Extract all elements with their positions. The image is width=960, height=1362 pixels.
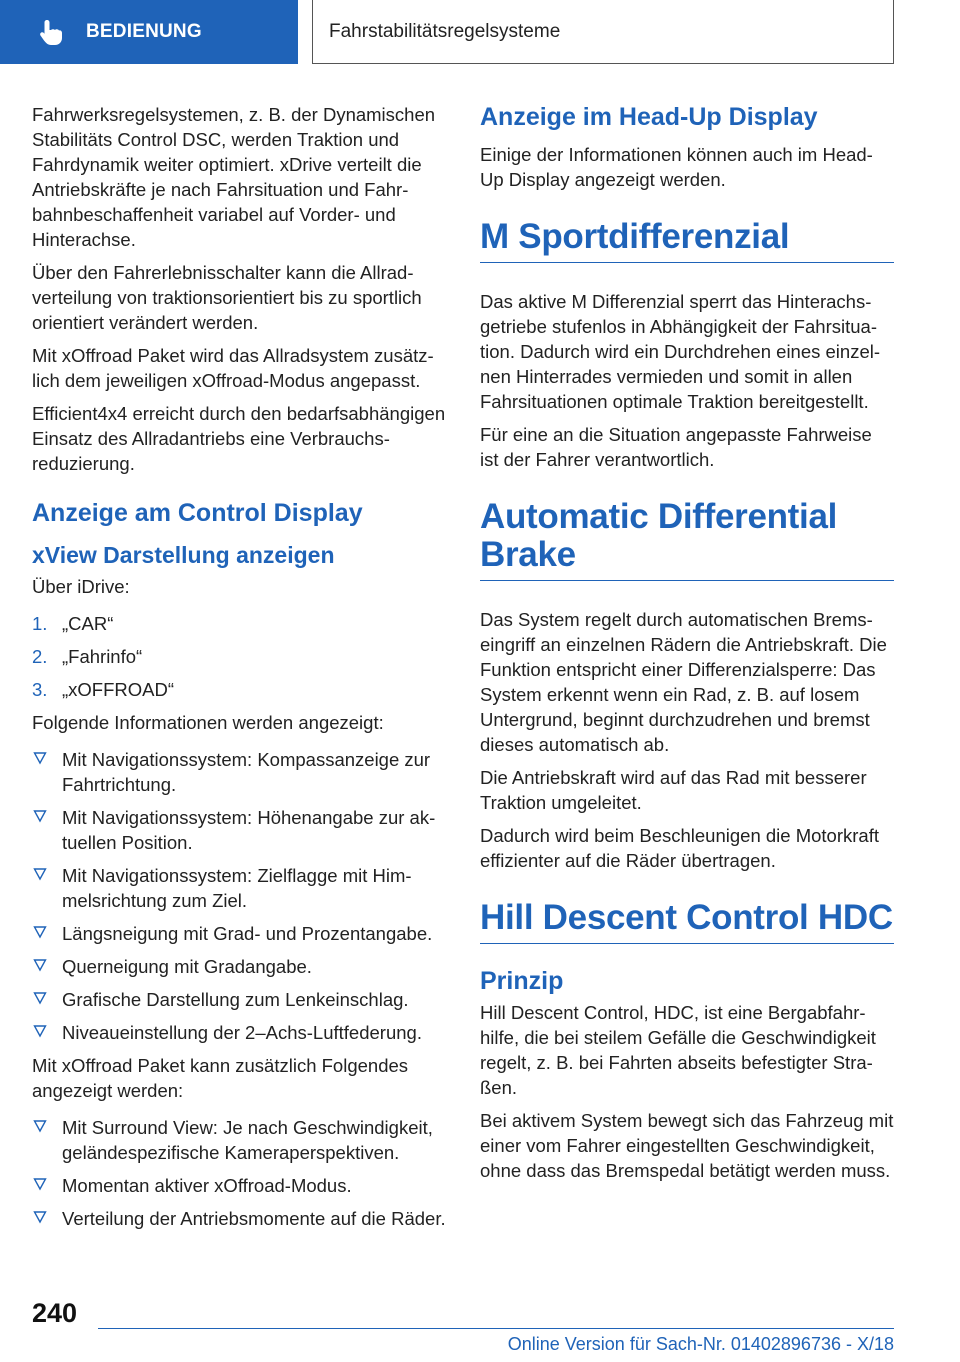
- heading-prinzip: Prinzip: [480, 967, 564, 995]
- page-number: 240: [32, 1298, 78, 1328]
- triangle-bullet-icon: [33, 991, 47, 1005]
- triangle-bullet-icon: [33, 1177, 47, 1191]
- paragraph: Folgende Informationen werden angezeigt:: [32, 712, 384, 733]
- left-column: [32, 102, 446, 1239]
- heading-head-up-display: Anzeige im Head-Up Display: [480, 103, 818, 131]
- bullet-text: Momentan aktiver xOffroad-Modus.: [62, 1175, 352, 1196]
- triangle-bullet-icon: [33, 1024, 47, 1038]
- bullet-text: Grafische Darstellung zum Lenkeinschlag.: [62, 989, 409, 1010]
- footer-divider: [98, 1328, 894, 1329]
- bullet-text: Mit Surround View: Je nach Geschwindigkeit, geländespezifische Kameraperspektiven.: [62, 1117, 433, 1163]
- heading-control-display: Anzeige am Control Display: [32, 499, 363, 527]
- list-item: [32, 921, 446, 946]
- chapter-title: Fahrstabilitätsregelsysteme: [312, 0, 894, 64]
- paragraph: Einige der Informationen können auch im Head-Up Display angezeigt werden.: [480, 144, 873, 190]
- list-item: [32, 987, 446, 1012]
- pointing-hand-icon: [36, 17, 66, 47]
- paragraph: Hill Descent Control, HDC, ist eine Bergabfahrhilfe, die bei steilem Gefälle die Geschwindigkeit regelt, z. B. bei Fahrten abseits befestigter Straßen.: [480, 1002, 876, 1098]
- bullet-text: Verteilung der Antriebsmomente auf die Räder.: [62, 1208, 446, 1229]
- step-text: „CAR“: [62, 613, 114, 634]
- triangle-bullet-icon: [33, 958, 47, 972]
- list-item: [32, 863, 446, 913]
- list-item: [32, 1173, 446, 1198]
- right-column: [480, 102, 894, 1191]
- heading-m-sportdifferenzial: M Sportdifferenzial: [480, 218, 894, 263]
- list-item: [32, 677, 446, 702]
- heading-hill-descent-control: Hill Descent Control HDC: [480, 899, 894, 944]
- paragraph: Efficient4x4 erreicht durch den bedarfsabhängigen Einsatz des Allradantriebs eine Verbrauchsreduzierung.: [32, 403, 446, 474]
- triangle-bullet-icon: [33, 867, 47, 881]
- list-item: [32, 1206, 446, 1231]
- list-item: [32, 644, 446, 669]
- triangle-bullet-icon: [33, 751, 47, 765]
- paragraph: Das System regelt durch automatischen Bremseingriff an einzelnen Rädern die Antriebskraft. Die Funktion entspricht einer Differenzialsperre: Das System erkennt wenn ein Rad, z. B. auf losem Untergrund, beginnt durchzudrehen und bremst dieses automatisch ab.: [480, 609, 887, 755]
- step-list: [32, 611, 446, 702]
- section-label: BEDIENUNG: [86, 21, 202, 42]
- paragraph: Für eine an die Situation angepasste Fahrweise ist der Fahrer verantwortlich.: [480, 424, 872, 470]
- bullet-text: Querneigung mit Gradangabe.: [62, 956, 312, 977]
- bullet-text: Längsneigung mit Grad- und Prozentangabe.: [62, 923, 433, 944]
- list-item: [32, 1020, 446, 1045]
- step-number: 3.: [32, 679, 48, 700]
- step-text: „Fahrinfo“: [62, 646, 143, 667]
- section-tab[interactable]: [0, 0, 298, 64]
- step-number: 2.: [32, 646, 48, 667]
- bullet-text: Niveaueinstellung der 2–Achs-Luftfederung.: [62, 1022, 422, 1043]
- paragraph: Mit xOffroad Paket kann zusätzlich Folgendes angezeigt werden:: [32, 1055, 409, 1101]
- heading-xview: xView Darstellung anzeigen: [32, 542, 335, 568]
- paragraph: Die Antriebskraft wird auf das Rad mit besserer Traktion umgeleitet.: [480, 767, 867, 813]
- list-item: [32, 611, 446, 636]
- footer-version-text: Online Version für Sach-Nr. 01402896736 - X/18: [507, 1334, 894, 1354]
- heading-automatic-differential-brake: Automatic Differential Brake: [480, 498, 894, 581]
- triangle-bullet-icon: [33, 925, 47, 939]
- bullet-list: [32, 747, 446, 1045]
- paragraph: Dadurch wird beim Beschleunigen die Motorkraft effizienter auf die Räder übertragen.: [480, 825, 879, 871]
- paragraph: Mit xOffroad Paket wird das Allradsystem zusätzlich dem jeweiligen xOffroad-Modus angepasst.: [32, 345, 434, 391]
- step-text: „xOFFROAD“: [62, 679, 175, 700]
- paragraph: Fahrwerksregelsystemen, z. B. der Dynamischen Stabilitäts Control DSC, werden Traktion und Fahrdynamik weiter optimiert. xDrive verteilt die Antriebskräfte je nach Fahrsituation und Fahrbahnbeschaffenheit variabel auf Vorder- und Hinterachse.: [32, 104, 436, 250]
- bullet-list: [32, 1115, 446, 1231]
- list-item: [32, 1115, 446, 1165]
- step-number: 1.: [32, 613, 48, 634]
- list-item: [32, 954, 446, 979]
- paragraph: Das aktive M Differenzial sperrt das Hinterachsgetriebe stufenlos in Abhängigkeit der Fahrsituation. Dadurch wird ein Durchdrehen eines einzelnen Hinterrades vermieden und somit in allen Fahrsituationen optimale Traktion bereitgestellt.: [480, 291, 881, 412]
- bullet-text: Mit Navigationssystem: Zielflagge mit Himmelsrichtung zum Ziel.: [62, 865, 412, 911]
- triangle-bullet-icon: [33, 1119, 47, 1133]
- triangle-bullet-icon: [33, 1210, 47, 1224]
- triangle-bullet-icon: [33, 809, 47, 823]
- paragraph: Bei aktivem System bewegt sich das Fahrzeug mit einer vom Fahrer eingestellten Geschwindigkeit, ohne dass das Bremspedal betätigt werden muss.: [480, 1110, 894, 1181]
- paragraph: Über den Fahrerlebnisschalter kann die Allradverteilung von traktionsorientiert bis zu sportlich orientiert verändert werden.: [32, 262, 422, 333]
- bullet-text: Mit Navigationssystem: Höhenangabe zur aktuellen Position.: [62, 807, 436, 853]
- list-item: [32, 747, 446, 797]
- paragraph: Über iDrive:: [32, 576, 130, 597]
- bullet-text: Mit Navigationssystem: Kompassanzeige zur Fahrtrichtung.: [62, 749, 431, 795]
- list-item: [32, 805, 446, 855]
